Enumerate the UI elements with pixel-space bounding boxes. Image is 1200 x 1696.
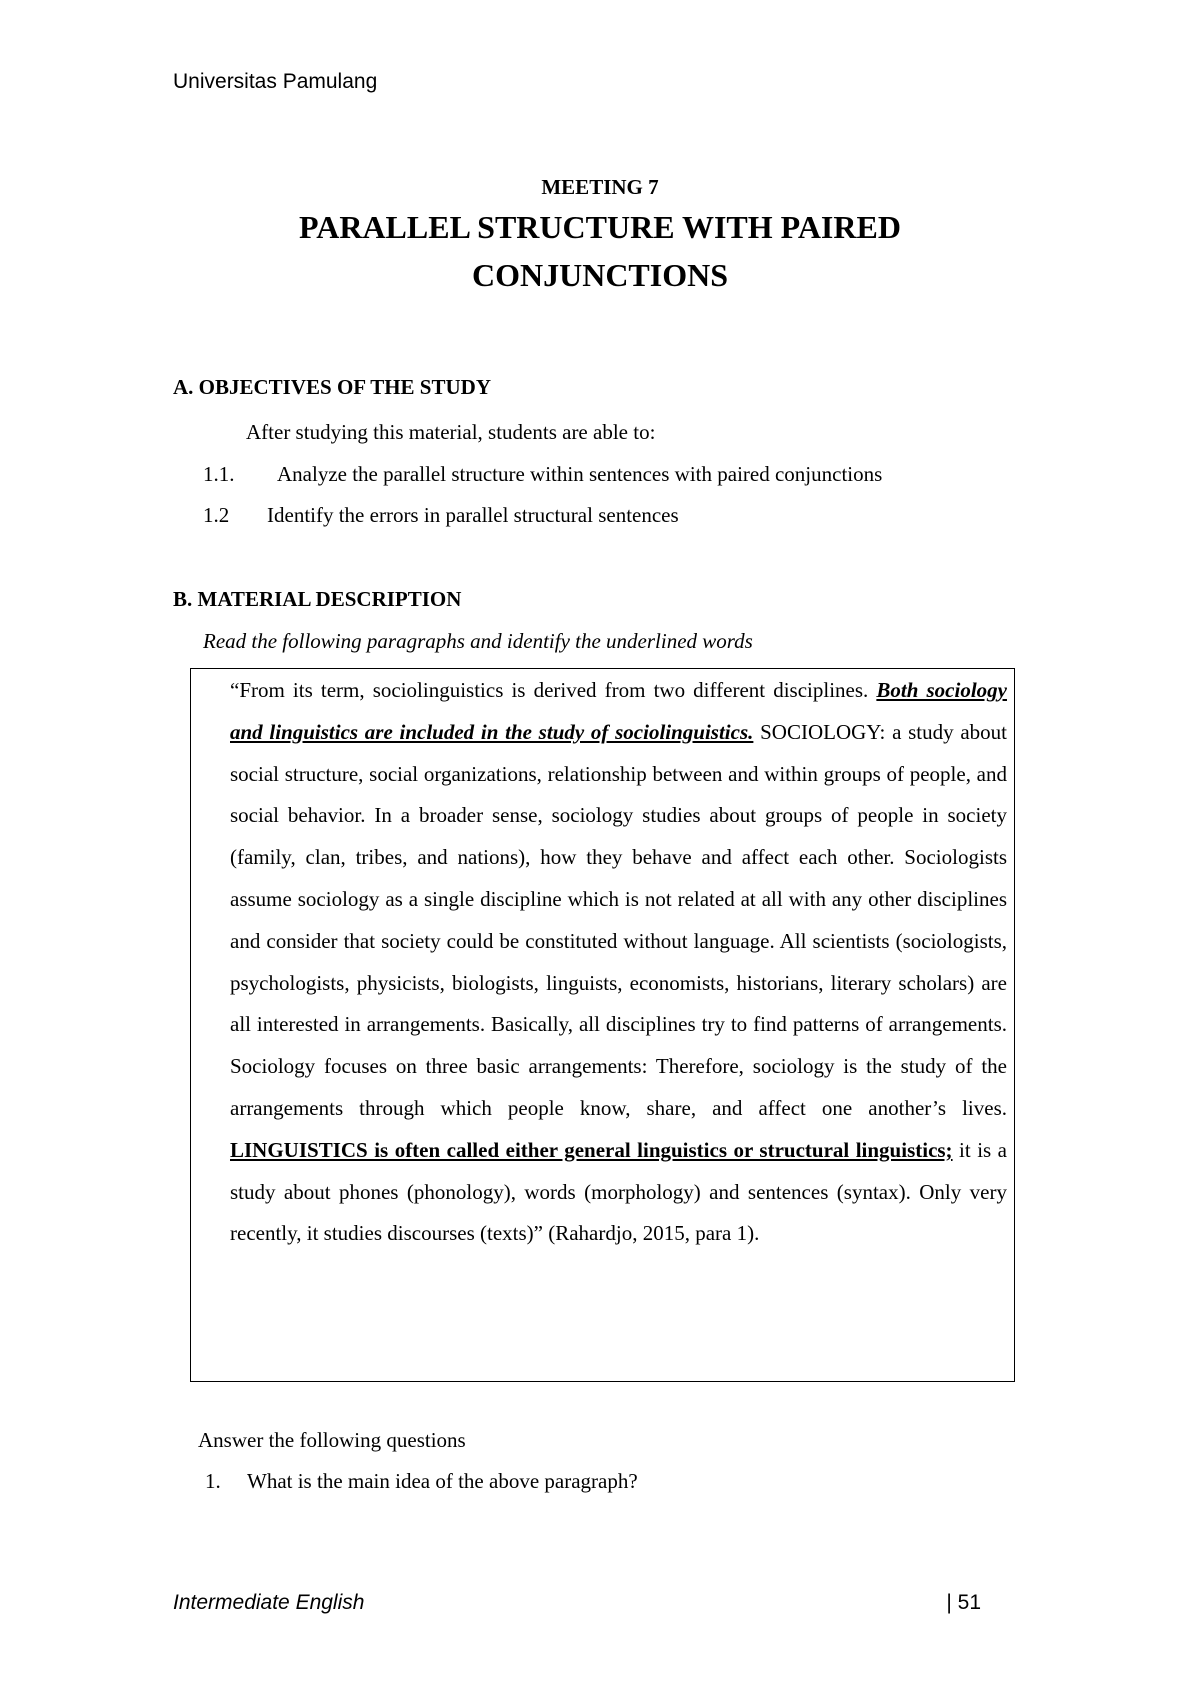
page-number: | 51 [946, 1591, 981, 1614]
objective-item [203, 503, 679, 528]
title-line-1: PARALLEL STRUCTURE WITH PAIRED [299, 209, 901, 245]
page-title [0, 203, 1200, 299]
passage-text: “From its term, sociolinguistics is derived from two different disciplines. [230, 678, 877, 702]
passage-text: SOCIOLOGY: a study about social structure, social organizations, relationship between and within groups of people, and social behavior. In a broader sense, sociology studies about groups of people in society (family, clan, tribes, and nations), how they behave and affect each other. Sociologists assume sociology as a single discipline which is not related at all with any other disciplines and consider that society could be constituted without language. All scientists (sociologists, psychologists, physicists, biologists, linguists, economists, historians, literary scholars) are all interested in arrangements. Basically, all disciplines try to find patterns of arrangements. Sociology focuses on three basic arrangements: Therefore, sociology is the study of the arrangements through which people know, share, and affect one another’s lives. [230, 719, 1007, 1120]
passage-text: it is a study about phones (phonology), words (morphology) and sentences (syntax). Only very recently, it studies discourses (texts)” (Rahardjo, 2015, para 1). [230, 1137, 1008, 1246]
underlined-sentence: Both sociology and linguistics are included in the study of sociolinguistics. [230, 678, 1007, 744]
objectives-intro: After studying this material, students are able to: [246, 420, 656, 444]
objective-text: Identify the errors in parallel structural sentences [267, 503, 679, 527]
title-line-2: CONJUNCTIONS [471, 257, 729, 293]
page-header [173, 70, 377, 94]
objective-number: 1.2 [203, 503, 230, 527]
institution-name: Universitas Pamulang [173, 70, 378, 93]
underlined-sentence: LINGUISTICS is often called either general linguistics or structural linguistics; [230, 1137, 953, 1162]
question-text: What is the main idea of the above paragraph? [247, 1469, 638, 1493]
section-a-heading: A. OBJECTIVES OF THE STUDY [173, 375, 491, 399]
meeting-label: MEETING 7 [541, 175, 659, 199]
course-name: Intermediate English [173, 1591, 365, 1614]
objective-number: 1.1. [203, 462, 235, 486]
objective-text: Analyze the parallel structure within sentences with paired conjunctions [277, 462, 883, 486]
question-number: 1. [205, 1469, 221, 1493]
section-b-heading: B. MATERIAL DESCRIPTION [173, 587, 462, 611]
reading-instruction: Read the following paragraphs and identify the underlined words [203, 629, 753, 653]
reading-passage [230, 668, 1007, 1255]
questions-heading: Answer the following questions [198, 1428, 466, 1452]
question-item [205, 1469, 638, 1494]
objective-item [203, 462, 882, 487]
